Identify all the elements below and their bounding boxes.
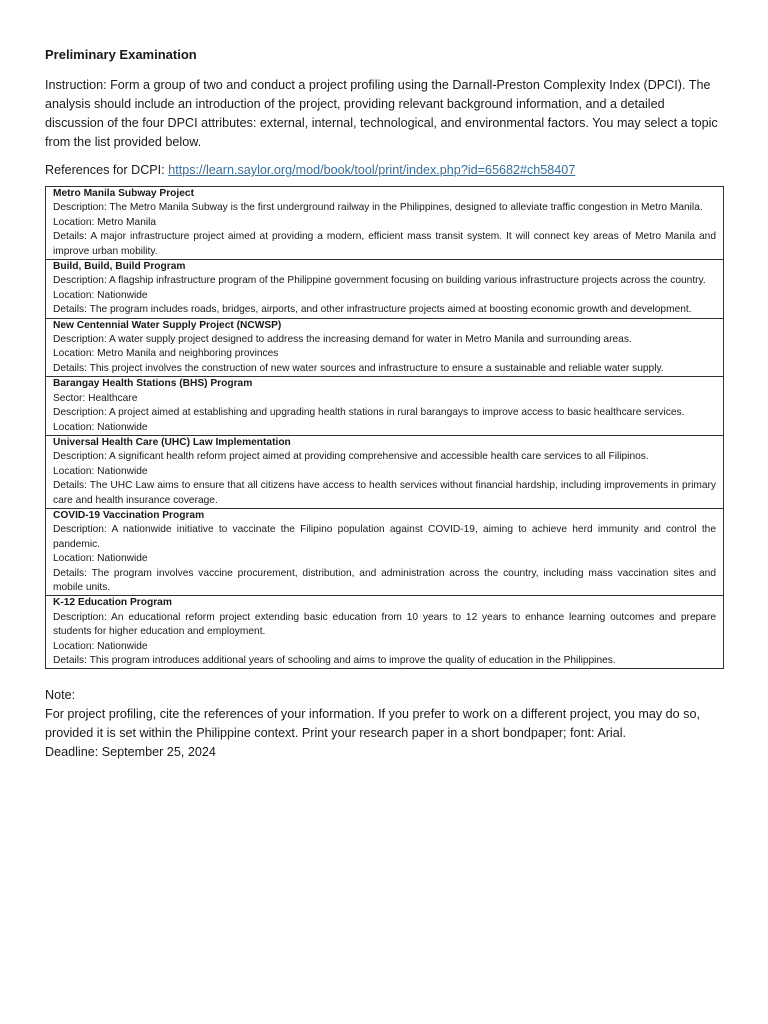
project-title: COVID-19 Vaccination Program: [53, 509, 205, 521]
project-detail-line: Location: Metro Manila and neighboring provinces: [53, 348, 279, 360]
projects-table: [45, 186, 724, 669]
table-row: [46, 508, 724, 595]
project-detail-line: Details: This project involves the construction of new water sources and infrastructure to ensure a sustainable and reliable water supply.: [53, 362, 664, 374]
project-detail-line: Sector: Healthcare: [53, 392, 138, 404]
project-detail-line: Description: A project aimed at establishing and upgrading health stations in rural barangays to improve access to basic healthcare services.: [53, 407, 685, 419]
project-detail-line: Details: The program includes roads, bridges, airports, and other infrastructure projects aimed at boosting economic growth and development.: [53, 304, 692, 316]
references-label: References for DCPI:: [45, 163, 169, 177]
table-row: [46, 377, 724, 436]
project-detail-line: Details: The program involves vaccine procurement, distribution, and administration across the country, including mass vaccination sites and mobile units.: [53, 567, 716, 593]
references-link[interactable]: https://learn.saylor.org/mod/book/tool/print/index.php?id=65682#ch58407: [168, 163, 576, 177]
project-cell: [46, 377, 724, 436]
project-cell: [46, 596, 724, 669]
table-row: [46, 187, 724, 260]
project-detail-line: Details: The UHC Law aims to ensure that all citizens have access to health services without financial hardship, including improvements in primary care and health insurance coverage.: [53, 480, 716, 506]
project-cell: [46, 318, 724, 377]
project-detail-line: Description: A flagship infrastructure program of the Philippine government focusing on building various infrastructure projects across the country.: [53, 275, 706, 287]
note-label: Note:: [45, 688, 76, 703]
project-detail-line: Location: Nationwide: [53, 640, 148, 652]
project-cell: [46, 508, 724, 595]
project-title: Build, Build, Build Program: [53, 261, 186, 273]
project-title: New Centennial Water Supply Project (NCWSP): [53, 319, 282, 331]
page-title: Preliminary Examination: [45, 47, 197, 62]
project-detail-line: Description: An educational reform project extending basic education from 10 years to 12 years to enhance learning outcomes and prepare students for higher education and employment.: [53, 611, 716, 638]
project-title: K-12 Education Program: [53, 597, 172, 609]
project-title: Barangay Health Stations (BHS) Program: [53, 378, 253, 390]
project-detail-line: Location: Nationwide: [53, 421, 148, 433]
project-cell: [46, 435, 724, 508]
project-title: Metro Manila Subway Project: [53, 188, 194, 199]
project-detail-line: Description: A water supply project designed to address the increasing demand for water in Metro Manila and surrounding areas.: [53, 334, 632, 346]
project-detail-line: Location: Nationwide: [53, 289, 148, 301]
instruction-text: Instruction: Form a group of two and conduct a project profiling using the Darnall-Preston Complexity Index (DPCI). The analysis should include an introduction of the project, providing relevant background information, and a detailed discussion of the four DPCI attributes: external, internal, technological, and environmental factors. You may select a topic from the list provided below.: [45, 78, 718, 149]
table-row: [46, 435, 724, 508]
project-cell: [46, 187, 724, 260]
project-detail-line: Details: A major infrastructure project aimed at providing a modern, efficient mass transit system. It will connect key areas of Metro Manila and improve urban mobility.: [53, 231, 716, 257]
deadline-text: Deadline: September 25, 2024: [45, 745, 216, 760]
document-page: [45, 45, 725, 762]
table-row: [46, 596, 724, 669]
project-detail-line: Description: A nationwide initiative to vaccinate the Filipino population against COVID-19, aiming to achieve herd immunity and control the pandemic.: [53, 524, 716, 550]
project-detail-line: Description: A significant health reform project aimed at providing comprehensive and accessible health care services to all Filipinos.: [53, 451, 649, 463]
project-detail-line: Location: Nationwide: [53, 465, 148, 477]
project-detail-line: Location: Nationwide: [53, 553, 148, 565]
project-detail-line: Description: The Metro Manila Subway is the first underground railway in the Philippines, designed to alleviate traffic congestion in Metro Manila.: [53, 202, 703, 214]
note-text: For project profiling, cite the references of your information. If you prefer to work on a different project, you may do so, provided it is set within the Philippine context. Print your research paper in a short bondpaper; font: Arial.: [45, 707, 700, 741]
table-row: [46, 318, 724, 377]
project-title: Universal Health Care (UHC) Law Implementation: [53, 436, 291, 448]
table-row: [46, 260, 724, 319]
project-detail-line: Details: This program introduces additional years of schooling and aims to improve the quality of education in the Philippines.: [53, 655, 616, 666]
references-line: [45, 161, 725, 180]
note-section: [45, 686, 725, 762]
project-detail-line: Location: Metro Manila: [53, 216, 157, 228]
project-cell: [46, 260, 724, 319]
